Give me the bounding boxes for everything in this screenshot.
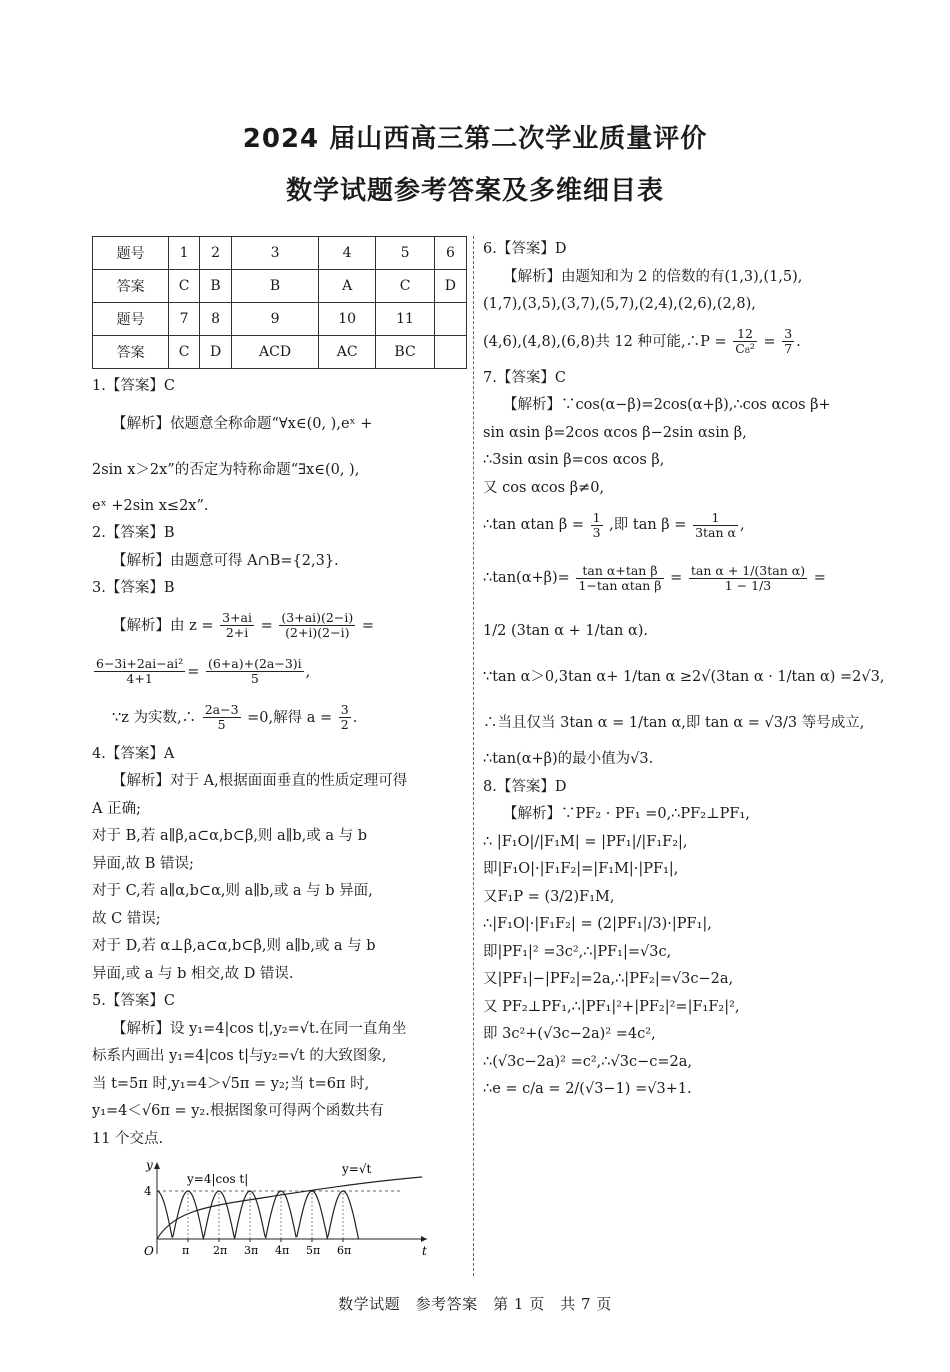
q8-line: 又|PF₁|−|PF₂|=2a,∴|PF₂|=√3c−2a,: [483, 971, 734, 987]
q6-line: (1,7),(3,5),(3,7),(5,7),(2,4),(2,6),(2,8),: [483, 296, 756, 312]
q5-line: 当 t=5π 时,y₁=4＞√5π = y₂;当 t=6π 时,: [92, 1075, 370, 1092]
table-cell: D: [199, 336, 231, 369]
q7-line: ∴tan(α+β)= $\frac{\text{tan α+tan β}}{\text{1−tan αtan β}}$ = $\frac{\text{tan α + 1/(3tan α)}}{1 - 1/3}$ =: [483, 562, 826, 593]
q7-line: 【解析】∵cos(α−β)=2cos(α+β),∴cos αcos β+: [503, 397, 831, 413]
q4-line: 故 C 错误;: [92, 910, 161, 927]
q7-line: ∴tan αtan β = $\frac{1}{3}$ ,即 tan β = $\frac{1}{\text{3tan α}}$ ,: [483, 509, 745, 540]
cosine-sqrt-graph: [132, 1159, 432, 1259]
q8-line: 即|F₁O|·|F₁F₂|=|F₁M|·|PF₁|,: [483, 861, 679, 877]
q5-line: 标系内画出 y₁=4|cos t|与y₂=√t 的大致图象,: [92, 1048, 387, 1064]
graph-tick-label: 2π: [213, 1244, 228, 1257]
table-cell: 8: [199, 303, 231, 336]
table-cell: 7: [169, 303, 200, 336]
q8-line: ∴|F₁O|·|F₁F₂| = (2|PF₁|/3)·|PF₁|,: [483, 916, 712, 932]
answer-table: [92, 236, 467, 369]
graph-x-label: t: [422, 1244, 427, 1258]
q3-line: 【解析】由 z = $\frac{3+ai}{2+i}$ = $\frac{(3+ai)(2-i)}{(2+i)(2-i)}$ =: [112, 610, 374, 640]
graph-tick-label: 6π: [337, 1244, 352, 1257]
q2-answer: 2.【答案】B: [92, 525, 175, 541]
q7-line: 又 cos αcos β≠0,: [483, 479, 605, 496]
q4-line: 【解析】对于 A,根据面面垂直的性质定理可得: [112, 773, 408, 789]
q8-line: ∴(√3c−2a)² =c²,∴√3c−c=2a,: [483, 1053, 692, 1070]
graph-curve1-label: y=4|cos t|: [187, 1172, 249, 1186]
q8-line: ∴ |F₁O|/|F₁M| = |PF₁|/|F₁F₂|,: [483, 833, 688, 850]
column-divider: [473, 236, 474, 1276]
table-cell: C: [169, 336, 200, 369]
left-column: [92, 236, 467, 1263]
table-cell: 10: [318, 303, 375, 336]
q1-line: 2sin x＞2x”的否定为特称命题“∃x∈(0, ),: [92, 461, 360, 478]
table-row: [93, 336, 467, 369]
q7-line: ∴3sin αsin β=cos αcos β,: [483, 452, 665, 468]
table-cell: 题号: [93, 303, 169, 336]
table-cell: B: [199, 270, 231, 303]
title-line1: 2024 届山西高三第二次学业质量评价: [242, 124, 708, 154]
q5-answer: 5.【答案】C: [92, 993, 175, 1009]
q5-line: y₁=4＜√6π = y₂.根据图象可得两个函数共有: [92, 1103, 384, 1119]
table-cell: 答案: [93, 270, 169, 303]
q4-line: 对于 D,若 α⊥β,a⊂α,b⊂β,则 a∥b,或 a 与 b: [92, 938, 376, 954]
graph-y-label: y: [146, 1159, 153, 1172]
q7-line: ∴tan(α+β)的最小值为√3.: [483, 751, 654, 767]
q4-line: 异面,故 B 错误;: [92, 855, 194, 872]
table-cell: A: [318, 270, 375, 303]
table-cell: D: [434, 270, 466, 303]
table-cell: [434, 336, 466, 369]
table-row: [93, 237, 467, 270]
q1-line: eˣ +2sin x≤2x”.: [92, 497, 209, 514]
q7-line: ∴当且仅当 3tan α = 1/tan α,即 tan α = √3/3 等号成立,: [483, 715, 865, 731]
q4-line: A 正确;: [92, 800, 141, 817]
q6-line: 【解析】由题知和为 2 的倍数的有(1,3),(1,5),: [503, 268, 803, 285]
table-cell: B: [232, 270, 319, 303]
q4-line: 对于 C,若 a∥α,b⊂α,则 a∥b,或 a 与 b 异面,: [92, 883, 373, 899]
q4-line: 异面,或 a 与 b 相交,故 D 错误.: [92, 965, 294, 982]
graph-curve2-label: y=√t: [342, 1162, 372, 1176]
graph-origin-label: O: [144, 1244, 154, 1258]
title-line2: 数学试题参考答案及多维细目表: [285, 176, 664, 206]
table-cell: 6: [434, 237, 466, 270]
q7-answer: 7.【答案】C: [483, 369, 566, 386]
table-cell: 11: [376, 303, 435, 336]
q4-line: 对于 B,若 a∥β,a⊂α,b⊂β,则 a∥b,或 a 与 b: [92, 828, 368, 844]
table-cell: 5: [376, 237, 435, 270]
q5-line: 【解析】设 y₁=4|cos t|,y₂=√t.在同一直角坐: [112, 1020, 407, 1037]
table-cell: AC: [318, 336, 375, 369]
q3-line: $\frac{\text{6−3i+2ai−ai²}}{4+1}$ = $\frac{(6+a)+(2a-3)i}{5}$ ,: [96, 656, 311, 686]
q6-line: (4,6),(4,8),(6,8)共 12 种可能,∴P = $\frac{12}{\text{C₈²}}$ = $\frac{3}{7}$ .: [483, 326, 801, 356]
q6-answer: 6.【答案】D: [483, 241, 567, 257]
q1-answer: 1.【答案】C: [92, 378, 175, 394]
q8-line: 【解析】∵PF₂ · PF₁ =0,∴PF₂⊥PF₁,: [503, 806, 750, 822]
table-row: [93, 303, 467, 336]
q5-line: 11 个交点.: [92, 1130, 164, 1147]
q7-line: 1/2 (3tan α + 1/tan α).: [483, 623, 649, 639]
table-cell: C: [169, 270, 200, 303]
table-cell: [434, 303, 466, 336]
q8-line: ∴e = c/a = 2/(√3−1) =√3+1.: [483, 1081, 692, 1097]
page-footer: 数学试题 参考答案 第 1 页 共 7 页: [338, 1295, 612, 1313]
table-cell: 答案: [93, 336, 169, 369]
q8-line: 即|PF₁|² =3c²,∴|PF₁|=√3c,: [483, 943, 672, 960]
q2-line: 【解析】由题意可得 A∩B={2,3}.: [112, 552, 339, 569]
right-column: [483, 236, 885, 1104]
table-cell: 1: [169, 237, 200, 270]
table-cell: 4: [318, 237, 375, 270]
q7-line: ∵tan α＞0,3tan α+ 1/tan α ≥2√(3tan α · 1/tan α) =2√3,: [483, 669, 885, 685]
q7-line: sin αsin β=2cos αcos β−2sin αsin β,: [483, 424, 747, 441]
table-cell: 3: [232, 237, 319, 270]
q8-line: 又F₁P = (3/2)F₁M,: [483, 888, 615, 905]
table-cell: 9: [232, 303, 319, 336]
table-cell: 2: [199, 237, 231, 270]
table-cell: ACD: [232, 336, 319, 369]
graph-tick-label: 3π: [244, 1244, 259, 1257]
table-cell: 题号: [93, 237, 169, 270]
graph-tick-label: π: [182, 1244, 190, 1257]
graph-four-label: 4: [144, 1184, 152, 1198]
q1-line: 【解析】依题意全称命题“∀x∈(0, ),eˣ +: [112, 415, 373, 432]
q8-answer: 8.【答案】D: [483, 778, 567, 795]
graph-tick-label: 5π: [306, 1244, 321, 1257]
graph-tick-label: 4π: [275, 1244, 290, 1257]
q8-line: 即 3c²+(√3c−2a)² =4c²,: [483, 1026, 656, 1042]
table-cell: BC: [376, 336, 435, 369]
q3-line: ∵z 为实数,∴ $\frac{2a-3}{5}$ =0,解得 a = $\frac{3}{2}$ .: [112, 702, 358, 732]
table-row: [93, 270, 467, 303]
q4-answer: 4.【答案】A: [92, 745, 175, 762]
q8-line: 又 PF₂⊥PF₁,∴|PF₁|²+|PF₂|²=|F₁F₂|²,: [483, 998, 740, 1015]
q3-answer: 3.【答案】B: [92, 580, 175, 596]
table-cell: C: [376, 270, 435, 303]
